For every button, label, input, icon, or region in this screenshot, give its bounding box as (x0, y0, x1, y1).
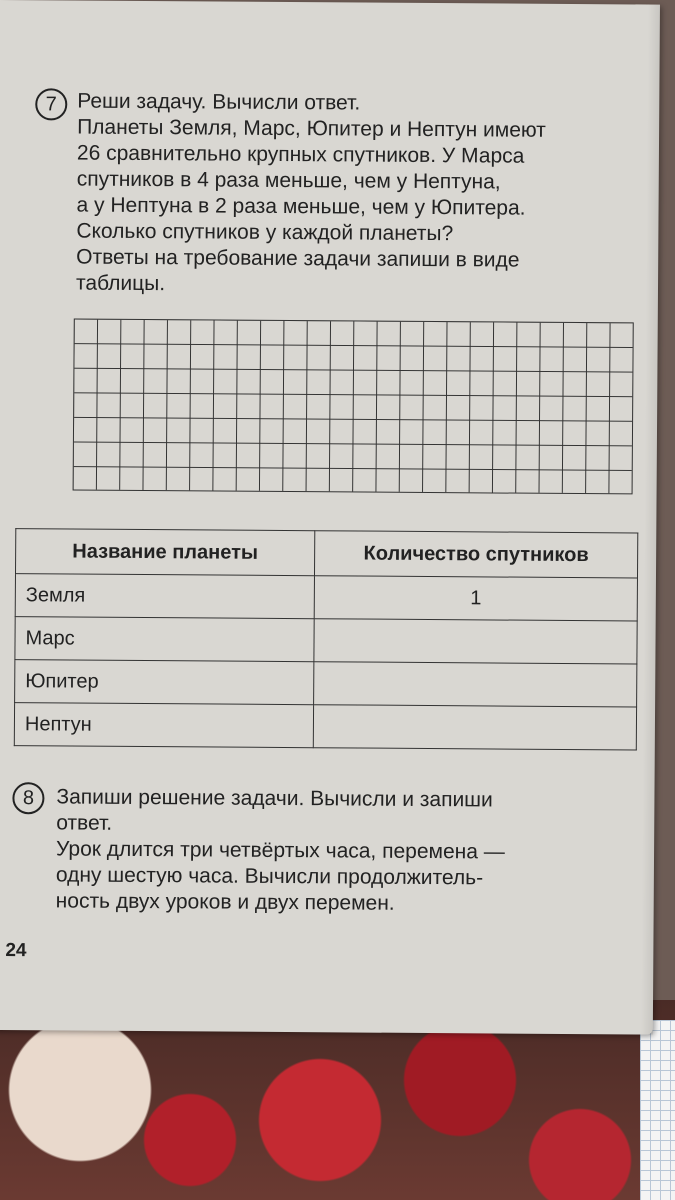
task-7-line: 26 сравнительно крупных спутников. У Марса (76, 141, 525, 168)
task-7-line: таблицы. (75, 271, 166, 296)
task-7-text (76, 89, 546, 300)
page-number: 24 (5, 940, 27, 962)
task-8-number: 8 (12, 782, 44, 814)
count-cell[interactable] (314, 662, 637, 707)
answer-table (14, 528, 639, 750)
count-cell[interactable]: 1 (314, 576, 637, 621)
table-row (15, 660, 637, 707)
grid-workspace[interactable] (73, 319, 634, 495)
task-8-text (56, 784, 506, 917)
task-7-number: 7 (35, 88, 67, 120)
count-cell[interactable] (314, 619, 637, 664)
notebook-edge (640, 1020, 675, 1200)
task-7-line: спутников в 4 раза меньше, чем у Нептуна, (76, 167, 501, 194)
task-7-line: Реши задачу. Вычисли ответ. (77, 89, 361, 115)
table-header-count: Количество спутников (314, 531, 637, 578)
task-8-line: ответ. (56, 811, 113, 835)
count-cell[interactable] (313, 705, 636, 750)
planet-cell: Юпитер (15, 660, 314, 705)
planet-cell: Земля (15, 574, 314, 619)
planet-cell: Нептун (14, 703, 313, 748)
task-8-line: ность двух уроков и двух перемен. (55, 889, 395, 915)
task-8-line: Урок длится три четвёртых часа, перемена — (55, 837, 505, 864)
task-7-line: Ответы на требование задачи запиши в виде (76, 245, 520, 272)
task-7-line: Планеты Земля, Марс, Юпитер и Нептун имеют (77, 115, 546, 142)
task-7-line: а у Нептуна в 2 раза меньше, чем у Юпитера. (76, 193, 526, 220)
table-row (15, 617, 637, 664)
task-8-line: одну шестую часа. Вычисли продолжитель- (55, 863, 484, 890)
table-header-row (15, 529, 637, 578)
table-header-planet: Название планеты (15, 529, 314, 576)
table-row (15, 574, 637, 621)
task-7-line: Сколько спутников у каждой планеты? (76, 219, 454, 246)
table-row (14, 703, 636, 750)
planet-cell: Марс (15, 617, 314, 662)
task-8-line: Запиши решение задачи. Вычисли и запиши (56, 785, 493, 812)
